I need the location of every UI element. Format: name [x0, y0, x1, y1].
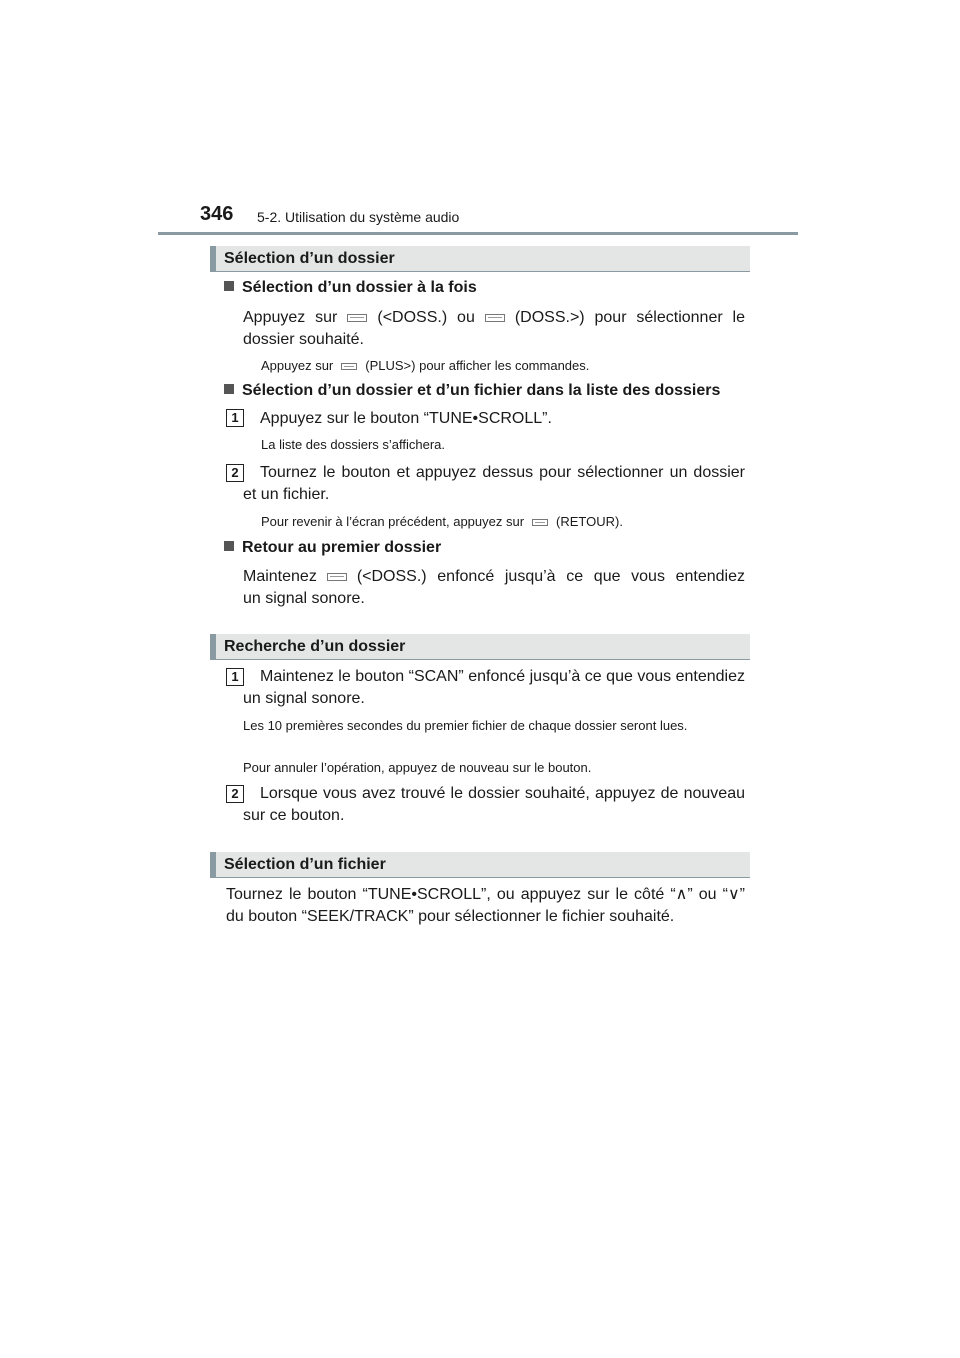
note: La liste des dossiers s’affichera.	[261, 437, 446, 452]
step-number-1: 1	[226, 409, 244, 427]
square-bullet-icon	[224, 384, 234, 394]
section-title: Recherche d’un dossier	[224, 638, 406, 655]
page-number: 346	[200, 203, 234, 225]
paragraph-line: Appuyez sur (<DOSS.) ou (DOSS.>) pour sélectionner le	[243, 309, 746, 326]
section-heading-folder-search	[210, 634, 750, 660]
subheading-one-folder: Sélection d’un dossier à la fois	[224, 279, 477, 297]
note: Pour revenir à l’écran précédent, appuyez sur (RETOUR).	[261, 514, 623, 529]
step-number-1: 1	[226, 668, 244, 686]
note: Pour annuler l’opération, appuyez de nouveau sur le bouton.	[243, 760, 592, 775]
step-text: Lorsque vous avez trouvé le dossier souhaité, appuyez de nouveau sur ce bouton.	[243, 785, 745, 824]
screen-button-icon	[327, 573, 347, 581]
section-heading-file-select	[210, 852, 750, 878]
screen-button-icon	[532, 519, 548, 526]
header-rule	[158, 232, 798, 235]
step-number-2: 2	[226, 464, 244, 482]
paragraph-line: Maintenez (<DOSS.) enfoncé jusqu’à ce que vous entendiez	[243, 568, 745, 585]
step-text: Maintenez le bouton “SCAN” enfoncé jusqu’à ce que vous entendiez un signal sonore.	[243, 668, 745, 707]
step-text: Appuyez sur le bouton “TUNE•SCROLL”.	[260, 410, 552, 427]
subheading-folder-list: Sélection d’un dossier et d’un fichier dans la liste des dossiers	[224, 382, 720, 400]
chapter-title: 5-2. Utilisation du système audio	[257, 209, 460, 225]
note: Les 10 premières secondes du premier fichier de chaque dossier seront lues.	[243, 718, 688, 733]
paragraph-line: dossier souhaité.	[243, 331, 364, 348]
section-heading-folder-select	[210, 246, 750, 272]
screen-button-icon	[341, 363, 357, 370]
subheading-first-folder: Retour au premier dossier	[224, 539, 441, 557]
square-bullet-icon	[224, 281, 234, 291]
paragraph-line: un signal sonore.	[243, 590, 365, 607]
screen-button-icon	[347, 314, 367, 322]
note: Appuyez sur (PLUS>) pour afficher les commandes.	[261, 358, 590, 373]
square-bullet-icon	[224, 541, 234, 551]
section-title: Sélection d’un dossier	[224, 250, 395, 267]
screen-button-icon	[485, 314, 505, 322]
step-text: Tournez le bouton et appuyez dessus pour sélectionner un dossier et un fichier.	[243, 464, 745, 503]
paragraph: Tournez le bouton “TUNE•SCROLL”, ou appuyez sur le côté “∧” ou “∨” du bouton “SEEK/TRACK” pour sélectionner le fichier souhaité.	[226, 886, 745, 925]
step-number-2: 2	[226, 785, 244, 803]
section-title: Sélection d’un fichier	[224, 856, 386, 873]
